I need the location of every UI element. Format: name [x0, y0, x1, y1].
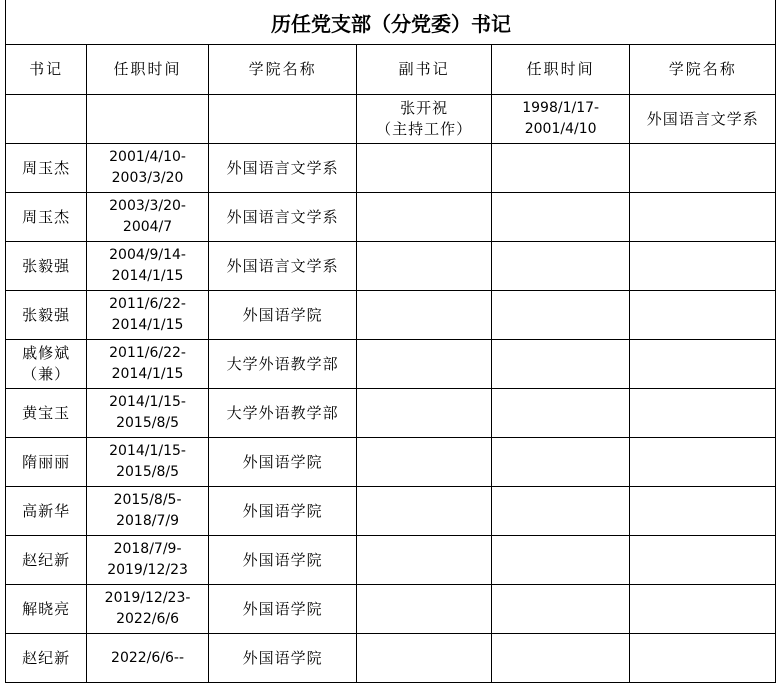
cell-deputy — [357, 634, 492, 683]
cell-college: 外国语学院 — [208, 438, 357, 487]
cell-deputy — [357, 389, 492, 438]
cell-secretary: 戚修斌 （兼） — [6, 340, 87, 389]
cell-deputy-term — [491, 438, 630, 487]
cell-deputy — [357, 340, 492, 389]
cell-deputy-college — [630, 291, 776, 340]
cell-deputy-college — [630, 340, 776, 389]
header-deputy: 副书记 — [357, 45, 492, 95]
cell-deputy-term: 1998/1/17- 2001/4/10 — [491, 95, 630, 144]
cell-term: 2011/6/22- 2014/1/15 — [87, 291, 208, 340]
header-college: 学院名称 — [208, 45, 357, 95]
cell-deputy-college — [630, 144, 776, 193]
table-row — [6, 536, 776, 585]
table-row — [6, 242, 776, 291]
cell-college: 外国语言文学系 — [208, 144, 357, 193]
cell-secretary: 张毅强 — [6, 291, 87, 340]
cell-term: 2022/6/6-- — [87, 634, 208, 683]
cell-college: 外国语学院 — [208, 536, 357, 585]
cell-deputy-term — [491, 487, 630, 536]
cell-deputy-term — [491, 340, 630, 389]
cell-deputy-college — [630, 634, 776, 683]
cell-term: 2011/6/22- 2014/1/15 — [87, 340, 208, 389]
cell-college: 外国语学院 — [208, 634, 357, 683]
cell-deputy — [357, 585, 492, 634]
cell-term: 2003/3/20- 2004/7 — [87, 193, 208, 242]
header-deputy-term: 任职时间 — [491, 45, 630, 95]
cell-deputy-term — [491, 144, 630, 193]
page-title: 历任党支部（分党委）书记 — [271, 11, 511, 36]
cell-deputy: 张开祝 （主持工作） — [357, 95, 492, 144]
secretary-table — [5, 44, 776, 683]
cell-term: 2014/1/15- 2015/8/5 — [87, 389, 208, 438]
cell-secretary: 隋丽丽 — [6, 438, 87, 487]
table-row — [6, 487, 776, 536]
cell-secretary: 高新华 — [6, 487, 87, 536]
cell-college — [208, 95, 357, 144]
cell-deputy-term — [491, 585, 630, 634]
cell-college: 外国语学院 — [208, 585, 357, 634]
table-row — [6, 95, 776, 144]
cell-deputy-term — [491, 242, 630, 291]
cell-deputy — [357, 536, 492, 585]
cell-term: 2001/4/10- 2003/3/20 — [87, 144, 208, 193]
cell-deputy-college — [630, 389, 776, 438]
table-row — [6, 144, 776, 193]
table-row — [6, 389, 776, 438]
table-row — [6, 634, 776, 683]
header-deputy-college: 学院名称 — [630, 45, 776, 95]
cell-college: 外国语言文学系 — [208, 193, 357, 242]
cell-deputy-college — [630, 585, 776, 634]
cell-deputy-term — [491, 634, 630, 683]
cell-college: 外国语学院 — [208, 291, 357, 340]
cell-secretary: 黄宝玉 — [6, 389, 87, 438]
table-row — [6, 291, 776, 340]
cell-term — [87, 95, 208, 144]
cell-term: 2014/1/15- 2015/8/5 — [87, 438, 208, 487]
cell-term: 2004/9/14- 2014/1/15 — [87, 242, 208, 291]
cell-deputy-college — [630, 536, 776, 585]
cell-deputy — [357, 242, 492, 291]
cell-secretary: 周玉杰 — [6, 144, 87, 193]
header-row — [6, 45, 776, 95]
cell-deputy-term — [491, 193, 630, 242]
cell-deputy — [357, 438, 492, 487]
cell-college: 大学外语教学部 — [208, 340, 357, 389]
cell-deputy-college — [630, 438, 776, 487]
cell-deputy-term — [491, 389, 630, 438]
table-row — [6, 193, 776, 242]
cell-secretary: 解晓亮 — [6, 585, 87, 634]
cell-term: 2018/7/9- 2019/12/23 — [87, 536, 208, 585]
cell-deputy-term — [491, 291, 630, 340]
cell-deputy-college — [630, 487, 776, 536]
cell-college: 大学外语教学部 — [208, 389, 357, 438]
cell-deputy — [357, 291, 492, 340]
cell-deputy-college — [630, 242, 776, 291]
cell-term: 2019/12/23- 2022/6/6 — [87, 585, 208, 634]
cell-deputy-college: 外国语言文学系 — [630, 95, 776, 144]
header-secretary: 书记 — [6, 45, 87, 95]
cell-secretary — [6, 95, 87, 144]
cell-deputy — [357, 487, 492, 536]
header-term: 任职时间 — [87, 45, 208, 95]
table-row — [6, 340, 776, 389]
cell-secretary: 赵纪新 — [6, 536, 87, 585]
cell-secretary: 赵纪新 — [6, 634, 87, 683]
cell-term: 2015/8/5- 2018/7/9 — [87, 487, 208, 536]
cell-deputy — [357, 144, 492, 193]
cell-deputy-term — [491, 536, 630, 585]
cell-college: 外国语学院 — [208, 487, 357, 536]
cell-secretary: 张毅强 — [6, 242, 87, 291]
cell-college: 外国语言文学系 — [208, 242, 357, 291]
cell-secretary: 周玉杰 — [6, 193, 87, 242]
cell-deputy — [357, 193, 492, 242]
cell-deputy-college — [630, 193, 776, 242]
table-row — [6, 438, 776, 487]
table-row — [6, 585, 776, 634]
